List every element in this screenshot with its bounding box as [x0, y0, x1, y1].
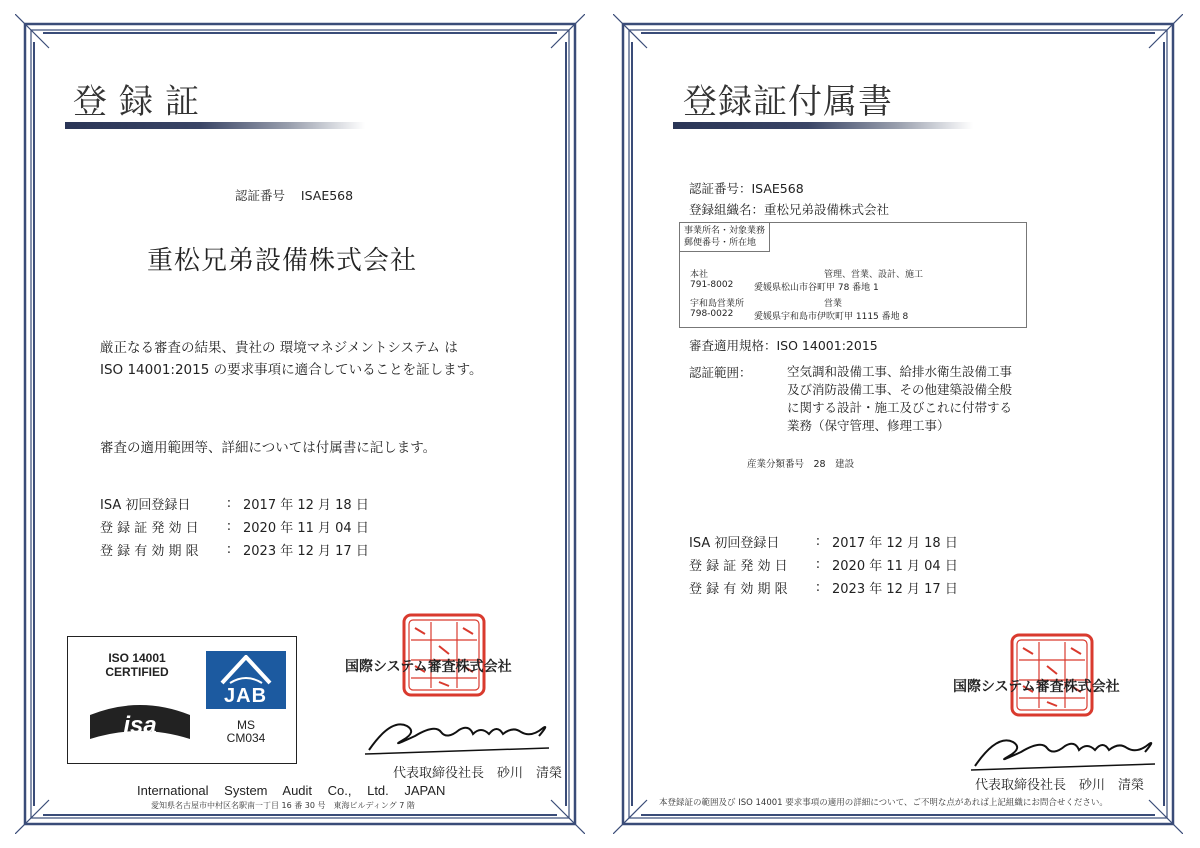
scope-text [787, 363, 1012, 435]
date-label: 登 録 有 効 期 限 [689, 582, 788, 597]
cert-number-line [235, 186, 353, 204]
scope-note: 審査の適用範囲等、詳細については付属書に記します。 [100, 440, 437, 456]
company-name: 重松兄弟設備株式会社 [147, 246, 418, 276]
date-label: 登 録 証 発 効 日 [689, 559, 788, 574]
title-bar [673, 122, 973, 129]
date-value: 2020 年 11 月 04 日 [243, 521, 369, 536]
date-separator: : [226, 542, 232, 557]
ms-code-block [206, 719, 286, 745]
date-row [689, 576, 958, 599]
date-label: 登 録 有 効 期 限 [100, 544, 199, 559]
iso-logo-line-2: CERTIFIED [105, 665, 169, 679]
date-separator: : [815, 557, 821, 572]
date-row [100, 492, 369, 515]
date-label: ISA 初回登録日 [100, 498, 191, 513]
date-value: 2017 年 12 月 18 日 [832, 536, 958, 551]
date-separator: : [226, 519, 232, 534]
date-value: 2017 年 12 月 18 日 [243, 498, 369, 513]
appendix-organization: 登録組織名：重松兄弟設備株式会社 [689, 202, 890, 217]
jab-mark [206, 651, 286, 709]
cert-number-label: 認証番号 [235, 188, 286, 203]
company-seal-stamp [1009, 632, 1095, 718]
office-work: 管理、営業、設計、施工 [824, 270, 924, 280]
certificate-page [15, 14, 585, 834]
date-row [689, 530, 958, 553]
statement-line-1: 厳正なる審査の結果、貴社の 環境マネジメントシステム は [100, 340, 458, 356]
office-name: 宇和島営業所 [690, 299, 745, 309]
registration-dates [100, 492, 369, 561]
audit-standard: 審査適用規格：ISO 14001:2015 [689, 338, 878, 353]
appendix-cert-number: 認証番号：ISAE568 [689, 181, 804, 196]
title-bar [65, 122, 365, 129]
accreditation-logos [67, 636, 297, 764]
scope-line: 業務（保守管理、修理工事） [787, 418, 950, 433]
office-address: 愛媛県宇和島市伊吹町甲 1115 番地 8 [754, 312, 909, 322]
footnote: 本登録証の範囲及び ISO 14001 要求事項の適用の詳細について、ご不明な点があれば上記組織にお問合せください。 [659, 798, 1108, 808]
registration-dates [689, 530, 958, 599]
iso-certified-mark [82, 651, 192, 679]
appendix-title: 登録証付属書 [683, 82, 893, 122]
ms-label: MS [237, 718, 255, 732]
date-value: 2020 年 11 月 04 日 [832, 559, 958, 574]
scope-label: 認証範囲： [689, 365, 752, 380]
isa-logo [84, 695, 196, 743]
issuer-name: 国際システム審査株式会社 [953, 679, 1120, 695]
date-separator: : [226, 496, 232, 511]
office-header-line-1: 事業所名・対象業務 [684, 226, 766, 236]
date-label: ISA 初回登録日 [689, 536, 780, 551]
date-value: 2023 年 12 月 17 日 [832, 582, 958, 597]
office-postal: 798-0022 [690, 309, 734, 319]
iso-logo-line-1: ISO 14001 [108, 651, 166, 665]
ms-code: CM034 [226, 731, 266, 745]
jab-symbol-icon [218, 655, 274, 685]
signature [969, 726, 1159, 772]
date-row [689, 553, 958, 576]
date-row [100, 538, 369, 561]
issuer-english-name: International System Audit Co., Ltd. JAPAN [137, 783, 446, 798]
date-label: 登 録 証 発 効 日 [100, 521, 199, 536]
certificate-title: 登録証 [73, 82, 211, 122]
date-separator: : [815, 534, 821, 549]
industry-code: 産業分類番号 28 建設 [747, 459, 855, 470]
scope-line: に関する設計・施工及びこれに付帯する [787, 400, 1013, 415]
cert-number: ISAE568 [300, 188, 354, 203]
appendix-page [613, 14, 1183, 834]
date-separator: : [815, 580, 821, 595]
date-row [100, 515, 369, 538]
representative: 代表取締役社長 砂川 清榮 [393, 766, 563, 781]
isa-logo-text: isa [123, 712, 157, 739]
jab-text: JAB [224, 685, 268, 707]
office-header-line-2: 郵便番号・所在地 [684, 238, 757, 248]
office-table [679, 222, 1027, 328]
scope-line: 空気調和設備工事、給排水衛生設備工事 [787, 364, 1013, 379]
office-name: 本社 [690, 270, 709, 280]
company-seal-stamp [401, 612, 487, 698]
office-work: 営業 [824, 299, 843, 309]
issuer-address: 愛知県名古屋市中村区名駅南一丁目 16 番 30 号 東海ビルディング 7 階 [151, 801, 415, 810]
office-table-header [680, 223, 770, 252]
issuer-name: 国際システム審査株式会社 [345, 659, 512, 675]
office-postal: 791-8002 [690, 280, 734, 290]
date-value: 2023 年 12 月 17 日 [243, 544, 369, 559]
signature [363, 710, 553, 756]
statement-line-2: ISO 14001:2015 の要求事項に適合していることを証します。 [100, 362, 483, 378]
representative: 代表取締役社長 砂川 清榮 [975, 778, 1145, 793]
scope-line: 及び消防設備工事、その他建築設備全般 [787, 382, 1013, 397]
office-address: 愛媛県松山市谷町甲 78 番地 1 [754, 283, 879, 293]
